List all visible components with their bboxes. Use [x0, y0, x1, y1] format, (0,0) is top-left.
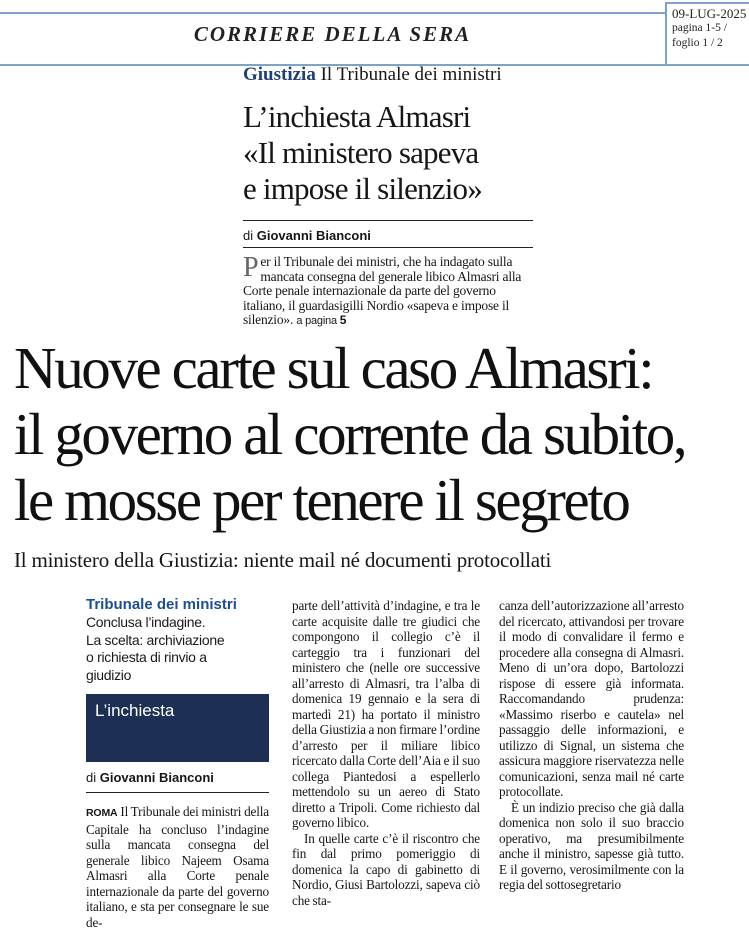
headline-line: Nuove carte sul caso Almasri: [14, 335, 653, 401]
divider [243, 220, 533, 221]
paragraph: È un indizio preciso che già dalla domenica non solo il suo braccio operativo, ma presumibilmente anche il ministro, sapesse già tutto. E il governo, verosimilmente con la regia del sottosegretario [499, 799, 684, 892]
kicker-text: Il Tribunale dei ministri [320, 64, 502, 85]
masthead: CORRIERE DELLA SERA [193, 22, 472, 46]
section-line: o richiesta di rinvio a [86, 649, 207, 665]
kicker [243, 64, 502, 86]
byline-prefix: di [86, 770, 97, 785]
byline-prefix: di [243, 228, 254, 243]
byline-name: Giovanni Bianconi [99, 770, 214, 785]
page-ref-prefix: a pagina [296, 315, 337, 328]
headline-line: il governo al corrente da subito, [14, 401, 686, 467]
article-column-3 [499, 598, 684, 893]
inchiesta-box: L’inchiesta [86, 694, 269, 762]
page-header [0, 6, 749, 66]
clipping-meta [665, 2, 749, 64]
teaser-headline [243, 99, 543, 207]
page-ref-number: 5 [339, 313, 347, 328]
section-title: Tribunale dei ministri [86, 596, 237, 613]
teaser-summary [243, 252, 533, 329]
article-byline [86, 770, 214, 785]
main-headline [14, 335, 749, 533]
section-line: Conclusa l’indagine. [86, 614, 206, 630]
clipping-page: pagina 1-5 / [672, 22, 727, 34]
teaser-headline-line: «Il ministero sapeva [243, 135, 479, 170]
paragraph: parte dell’attività d’indagine, e tra le carte acquisite dalle tre giudici che compongono il collegio c’è il carteggio tra i funzionari del ministero che (nelle ore successive all’arresto di Almasri, tra l’alba di domenica 19 gennaio e la sera di martedì 21) ha portato il ministro della Giustizia a non firmare l’ordine d’arresto per il miliare libico ricercato dalla Corte dell’Aia e il suo collega Piantedosi a espellerlo mettendolo su un aereo di Stato diretto a Tripoli. Come richiesto dal governo libico. [292, 598, 480, 830]
headline-line: le mosse per tenere il segreto [14, 467, 629, 533]
kicker-section: Giustizia [243, 64, 316, 85]
section-label [86, 596, 271, 684]
teaser-headline-line: e impose il silenzio» [243, 171, 482, 206]
dateline: ROMA [86, 807, 118, 819]
dropcap: P [243, 252, 259, 283]
teaser-byline [243, 228, 371, 243]
section-line: giudizio [86, 666, 132, 683]
paragraph: canza dell’autorizzazione all’arresto del ricercato, attivandosi per trovare il modo di convalidare il fermo e procedere alla consegna di Almasri. Meno di un’ora dopo, Bartolozzi rispose di essere già informata. Raccomandando prudenza: «Massimo riserbo e cautela» nel passaggio delle informazioni, e utilizzo di Signal, un sistema che assicura maggiore riservatezza nelle comunicazioni, senza mail né carte protocollate. [499, 598, 684, 799]
summary-text: er il Tribunale dei ministri, che ha indagato sulla mancata consegna del generale libico Almasri alla Corte penale internazionale da parte del governo italiano, il guardasigilli Nordio «sapeva e impose il silenzio». [243, 254, 522, 328]
clipping-date: 09-LUG-2025 [672, 6, 747, 21]
column-text: Il Tribunale dei ministri della Capitale ha concluso l’indagine sulla mancata consegna del generale libico Najeem Osama Almasri alla Corte penale internazionale da parte del governo italiano, e sta per consegnare le sue de- [86, 804, 269, 930]
section-line: La scelta: archiviazione [86, 631, 225, 648]
clipping-sheet: foglio 1 / 2 [672, 37, 723, 49]
teaser-headline-line: L’inchiesta Almasri [243, 99, 471, 134]
article-column-1 [86, 804, 269, 930]
byline-name: Giovanni Bianconi [256, 228, 371, 243]
page-reference [296, 315, 346, 327]
paragraph: In quelle carte c’è il riscontro che fin dal primo pomeriggio di domenica la capo di gabinetto di Nordio, Giusi Bartolozzi, sapeva ciò che sta- [292, 830, 480, 908]
headline-deck: Il ministero della Giustizia: niente mail né documenti protocollati [14, 548, 552, 572]
divider [243, 247, 533, 248]
article-column-2 [292, 598, 480, 908]
divider [86, 792, 269, 793]
